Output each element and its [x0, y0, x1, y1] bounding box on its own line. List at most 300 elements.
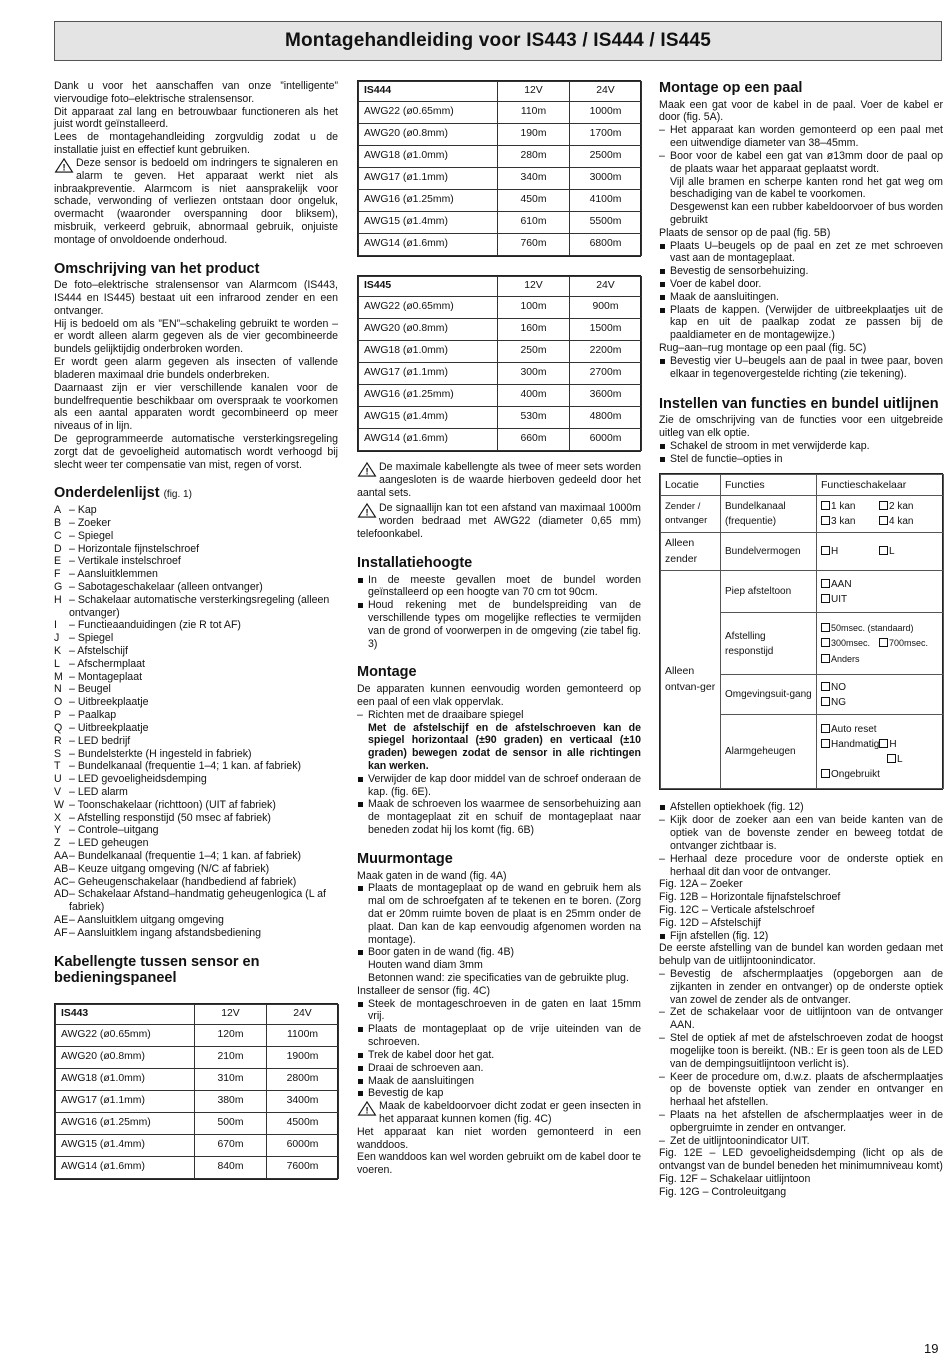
- list-item: Houd rekening met de bundelspreiding van de verschillende types om mogelijke reflecties te vermijden van de grond of voorwerpen in de omgeving (zie tabel fig. 3): [357, 599, 641, 650]
- list-item: [54, 850, 338, 863]
- cell-12v: 670m: [195, 1135, 267, 1157]
- func-alarmgeheugen: Alarmgeheugen: [721, 715, 817, 789]
- option: [879, 514, 913, 529]
- omschrijving-p1: De foto–elektrische stralensensor van Alarmcom (IS443, IS444 en IS445) bestaat uit een infrarood zender en een ontvanger.: [54, 279, 338, 317]
- table-row: [56, 1091, 339, 1113]
- part-key: P: [54, 709, 62, 722]
- table-row: [661, 533, 944, 571]
- list-item: [54, 645, 338, 658]
- installatiehoogte-heading: Installatiehoogte: [357, 554, 473, 571]
- header-locatie: Locatie: [661, 475, 721, 496]
- cable-table-is443: [55, 1004, 339, 1179]
- part-label: – Spiegel: [69, 529, 114, 542]
- cell-awg: AWG16 (ø1.25mm): [359, 190, 498, 212]
- table-header-model: IS443: [56, 1005, 195, 1025]
- table-row: [359, 277, 642, 297]
- table-row: [359, 82, 642, 102]
- paal-p1: Maak een gat voor de kabel in de paal. Voer de kabel er door (fig. 5A).: [659, 98, 943, 124]
- muurmontage-list-1: [357, 882, 641, 985]
- cell-24v: 7600m: [267, 1157, 339, 1179]
- part-label: – Zoeker: [69, 516, 111, 529]
- list-item: [54, 709, 338, 722]
- part-label: – Uitbreekplaatje: [69, 721, 149, 734]
- part-key: AA: [54, 850, 69, 863]
- part-key: J: [54, 632, 60, 645]
- list-item: [54, 658, 338, 671]
- part-label: – Paalkap: [69, 709, 117, 722]
- part-key: V: [54, 785, 62, 798]
- list-item: – Het apparaat kan worden gemonteerd op een paal met een uitwendige diameter van 38–45mm.: [659, 124, 943, 150]
- part-key: A: [54, 504, 62, 517]
- cell-24v: 6000m: [570, 429, 642, 451]
- list-item: Plaats de montageplaat op de vrije uiteinden van de schroeven.: [357, 1023, 641, 1049]
- list-item: – Kijk door de zoeker aan een van beide kanten van de optiek van de bovenste zender en beweeg totdat de ontvanger zichtbaar is.: [659, 814, 943, 852]
- cell-12v: 610m: [498, 212, 570, 234]
- table-header-12v: 12V: [498, 277, 570, 297]
- list-item: Schakel de stroom in met verwijderde kap.: [659, 440, 943, 453]
- checkbox-icon: [821, 516, 830, 525]
- loc-alleen-ontvanger: Alleen ontvan-ger: [661, 571, 721, 789]
- switch-bundelkanaal: [817, 496, 944, 533]
- table-row: [56, 1069, 339, 1091]
- checkbox-icon: [821, 623, 830, 632]
- option: [821, 695, 846, 710]
- checkbox-icon: [821, 697, 830, 706]
- part-label: – LED geheugen: [69, 837, 149, 850]
- list-item: [54, 568, 338, 581]
- omschrijving-p5: De geprogrammeerde automatische versterkingsregeling zorgt dat de gevoeligheid automatisch wordt verhoogd bij slecht weer ter compensatie van mist, regen of vorst.: [54, 432, 338, 471]
- table-row: [661, 571, 944, 613]
- table-header-model: IS444: [359, 82, 498, 102]
- cable-table-is445: [358, 276, 642, 451]
- list-item: [54, 863, 338, 876]
- option-label: H: [831, 545, 839, 557]
- cell-awg: AWG15 (ø1.4mm): [359, 407, 498, 429]
- option: [821, 722, 877, 737]
- list-item: Maak de schroeven los waarmee de sensorbehuizing aan de montageplaat zit en schuif de montageplaat naar beneden zodat hij los komt (fig. 6B): [357, 798, 641, 836]
- paal-dash-list: [659, 124, 943, 227]
- option: [821, 737, 879, 752]
- cell-awg: AWG17 (ø1.1mm): [359, 363, 498, 385]
- func-bundelkanaal: Bundelkanaal (frequentie): [721, 496, 817, 533]
- cell-awg: AWG14 (ø1.6mm): [359, 429, 498, 451]
- cell-24v: 6800m: [570, 234, 642, 256]
- cell-24v: 1900m: [267, 1047, 339, 1069]
- option-label: 700msec.: [889, 638, 929, 649]
- checkbox-icon: [821, 638, 830, 647]
- table-row: [359, 124, 642, 146]
- list-item: Stel de functie–opties in: [659, 453, 943, 466]
- part-key: X: [54, 811, 62, 824]
- part-label: – Schakelaar Afstand–handmatig geheugenlogica (L af fabriek): [69, 888, 326, 914]
- fig-12a: Fig. 12A – Zoeker: [659, 878, 743, 891]
- func-afstelling-responstijd: Afstelling responstijd: [721, 613, 817, 675]
- cell-24v: 2200m: [570, 341, 642, 363]
- cell-24v: 5500m: [570, 212, 642, 234]
- cell-awg: AWG14 (ø1.6mm): [359, 234, 498, 256]
- list-item: [54, 888, 338, 914]
- table-is444: [357, 80, 641, 257]
- table-row: [359, 146, 642, 168]
- list-item: Maak de aansluitingen: [357, 1075, 641, 1088]
- option: [821, 652, 860, 667]
- part-key: AF: [54, 926, 68, 939]
- table-row: [359, 190, 642, 212]
- list-item: [54, 876, 338, 889]
- checkbox-icon: [821, 739, 830, 748]
- switch-piep-afsteltoon: [817, 571, 944, 613]
- list-item: – Herhaal deze procedure voor de onderste optiek en herhaal dit dan voor de ontvanger.: [659, 853, 943, 879]
- list-item: [54, 914, 338, 927]
- cell-awg: AWG15 (ø1.4mm): [359, 212, 498, 234]
- option-label: L: [889, 545, 895, 557]
- part-key: G: [54, 580, 63, 593]
- instellen-list: [659, 440, 943, 466]
- instellen-heading: Instellen van functies en bundel uitlijnen: [659, 395, 939, 412]
- cell-awg: AWG15 (ø1.4mm): [56, 1135, 195, 1157]
- cell-12v: 530m: [498, 407, 570, 429]
- checkbox-icon: [821, 594, 830, 603]
- checkbox-icon: [821, 546, 830, 555]
- part-key: H: [54, 593, 62, 606]
- list-item-text: Boor voor de kabel een gat van ø13mm door de paal op de plaats waar het apparaat geplaatst wordt.: [670, 149, 943, 175]
- cell-12v: 250m: [498, 341, 570, 363]
- list-item: Voer de kabel door.: [659, 278, 943, 291]
- switch-omgevingsuitgang: [817, 675, 944, 715]
- part-key: AB: [54, 862, 69, 875]
- installatiehoogte-list: [357, 574, 641, 651]
- muurmontage-p2: Installeer de sensor (fig. 4C): [357, 984, 491, 997]
- checkbox-icon: [821, 579, 830, 588]
- option: [879, 737, 896, 752]
- option-label: AAN: [831, 578, 852, 590]
- checkbox-icon: [879, 516, 888, 525]
- switch-alarmgeheugen: [817, 715, 944, 789]
- option-label: UIT: [831, 593, 848, 605]
- checkbox-icon: [879, 739, 888, 748]
- part-label: – Schakelaar automatische versterkingsregeling (alleen ontvanger): [69, 593, 330, 619]
- list-item: [54, 799, 338, 812]
- part-label: – Aansluitklem ingang afstandsbediening: [69, 926, 262, 939]
- cell-awg: AWG20 (ø0.8mm): [56, 1047, 195, 1069]
- cell-24v: 3600m: [570, 385, 642, 407]
- part-key: W: [54, 798, 64, 811]
- warning-triangle-icon: [54, 158, 74, 173]
- list-item: [54, 683, 338, 696]
- table-row: [359, 234, 642, 256]
- montage-p1: De apparaten kunnen eenvoudig worden gemonteerd op een paal of een vlak oppervlak.: [357, 683, 641, 708]
- list-item: Plaats de kappen. (Verwijder de uitbreekplaatjes uit de kap en uit de paalkap zodat ze passen bij de paaldiameter en de montagewijze.): [659, 304, 943, 342]
- table-header-24v: 24V: [267, 1005, 339, 1025]
- cell-awg: AWG20 (ø0.8mm): [359, 319, 498, 341]
- cell-24v: 1700m: [570, 124, 642, 146]
- cell-24v: 3000m: [570, 168, 642, 190]
- checkbox-icon: [821, 501, 830, 510]
- afstellen-list-1: [659, 801, 943, 814]
- cell-12v: 450m: [498, 190, 570, 212]
- option-label: 2 kan: [889, 501, 914, 513]
- option-label: NO: [831, 681, 846, 693]
- list-item: [54, 517, 338, 530]
- option: [821, 577, 852, 592]
- list-item: [54, 619, 338, 632]
- cell-24v: 3400m: [267, 1091, 339, 1113]
- list-item: [54, 594, 338, 620]
- cell-awg: AWG16 (ø1.25mm): [56, 1113, 195, 1135]
- cell-12v: 840m: [195, 1157, 267, 1179]
- note-1: [357, 461, 641, 499]
- cell-12v: 310m: [195, 1069, 267, 1091]
- cell-awg: AWG18 (ø1.0mm): [359, 146, 498, 168]
- list-item: – Stel de optiek af met de afstelschroeven zodat de hoogst mogelijke toon is bereikt. (NB.: Er is geen toon als de LED van de dempingsuitlijntoon verlicht is).: [659, 1032, 943, 1070]
- cell-awg: AWG14 (ø1.6mm): [56, 1157, 195, 1179]
- option: [887, 752, 903, 767]
- part-key: E: [54, 555, 62, 568]
- onderdelen-title: Onderdelenlijst: [54, 485, 160, 502]
- cell-12v: 400m: [498, 385, 570, 407]
- table-header-12v: 12V: [498, 82, 570, 102]
- list-item: [54, 632, 338, 645]
- list-item: Bevestig vier U–beugels aan de paal in twee paar, boven elkaar in tegenovergestelde richting (zie tekening).: [659, 355, 943, 381]
- part-label: – Aansluitklem uitgang omgeving: [69, 914, 224, 927]
- column-middle: [357, 80, 641, 1177]
- option-label: H: [889, 738, 897, 750]
- table-row: [56, 1157, 339, 1179]
- cell-12v: 300m: [498, 363, 570, 385]
- list-item: [54, 927, 338, 940]
- part-key: R: [54, 734, 62, 747]
- table-header-model: IS445: [359, 277, 498, 297]
- table-row: [359, 168, 642, 190]
- onderdelen-heading: [54, 485, 338, 502]
- list-item: [54, 824, 338, 837]
- cell-12v: 160m: [498, 319, 570, 341]
- fig-12e: Fig. 12E – LED gevoeligheidsdemping (licht op als de ontvangst van de bundel beneden het minimumniveau komt): [659, 1147, 943, 1173]
- list-item: – Zet de uitlijntoonindicator UIT.: [659, 1135, 943, 1148]
- option-label: Ongebruikt: [831, 768, 880, 780]
- part-label: – Toonschakelaar (richttoon) (UIT af fabriek): [69, 798, 276, 811]
- part-key: M: [54, 670, 63, 683]
- list-item: Plaats U–beugels op de paal en zet ze met schroeven vast aan de montageplaat.: [659, 240, 943, 266]
- list-item: [54, 696, 338, 709]
- option: [821, 680, 846, 695]
- list-item: Fijn afstellen (fig. 12): [659, 930, 943, 943]
- cell-24v: 2700m: [570, 363, 642, 385]
- part-key: N: [54, 683, 62, 696]
- fig-12b: Fig. 12B – Horizontale fijnafstelschroef: [659, 891, 841, 904]
- paal-list-2: [659, 355, 943, 381]
- note-2: [357, 502, 641, 540]
- header-functieschakelaar: Functieschakelaar: [817, 475, 944, 496]
- part-key: AC: [54, 875, 69, 888]
- part-label: – Controle–uitgang: [69, 824, 159, 837]
- paal-list-1: [659, 240, 943, 343]
- cell-12v: 760m: [498, 234, 570, 256]
- list-item: Afstellen optiekhoek (fig. 12): [659, 801, 943, 814]
- list-item: Verwijder de kap door middel van de schroef onderaan de kap. (fig. 6E).: [357, 773, 641, 799]
- intro-p1: Dank u voor het aanschaffen van onze ”intelligente” viervoudige foto–elektrische stralensensor.: [54, 80, 338, 105]
- svg-text:!: !: [365, 466, 369, 477]
- note-1-text: De maximale kabellengte als twee of meer sets worden aangesloten is de waarde hierboven gedeeld door het aantal sets.: [357, 461, 641, 499]
- header-functies: Functies: [721, 475, 817, 496]
- cell-awg: AWG17 (ø1.1mm): [56, 1091, 195, 1113]
- table-header-12v: 12V: [195, 1005, 267, 1025]
- list-item: – Plaats na het afstellen de afschermplaatjes weer in de opbergruimte in zender en ontvanger.: [659, 1109, 943, 1135]
- part-key: O: [54, 696, 63, 709]
- list-item: – Richten met de draaibare spiegel: [357, 709, 641, 722]
- option: [821, 621, 914, 636]
- cell-24v: 2500m: [570, 146, 642, 168]
- afstellen-dash-list-2: [659, 968, 943, 1147]
- list-item: [54, 722, 338, 735]
- part-label: – LED gevoeligheidsdemping: [69, 773, 207, 786]
- table-is445: [357, 275, 641, 452]
- omschrijving-p4: Daarnaast zijn er vier verschillende kanalen voor de bundelfrequentie beschikbaar om overspraak te voorkomen als een aantal apparaten wordt gecombineerd op meer niveaus of in lijn.: [54, 381, 338, 433]
- cell-awg: AWG18 (ø1.0mm): [56, 1069, 195, 1091]
- cell-12v: 280m: [498, 146, 570, 168]
- option: [821, 767, 880, 782]
- switch-bundelvermogen: [817, 533, 944, 571]
- list-item: Draai de schroeven aan.: [357, 1062, 641, 1075]
- afstellen-list-2: [659, 930, 943, 943]
- cell-awg: AWG22 (ø0.65mm): [359, 297, 498, 319]
- list-item: – Zet de schakelaar voor de uitlijntoon van de ontvanger AAN.: [659, 1006, 943, 1032]
- table-is443: [54, 1003, 338, 1180]
- checkbox-icon: [821, 769, 830, 778]
- afstellen-dash-list-1: [659, 814, 943, 878]
- page-number: 19: [924, 1341, 939, 1356]
- option: [879, 636, 928, 651]
- svg-text:!: !: [365, 508, 369, 519]
- list-item: Maak de aansluitingen.: [659, 291, 943, 304]
- muurmontage-warning-text: Maak de kabeldoorvoer dicht zodat er geen insecten in het apparaat kunnen komen (fig. 4C): [379, 1100, 641, 1125]
- table-row: [56, 1005, 339, 1025]
- muurmontage-p1: Maak gaten in de wand (fig. 4A): [357, 869, 507, 882]
- montage-bold: Met de afstelschijf en de afstelschroeven kan de spiegel horizontaal (±90 graden) en verticaal (±10 graden) bewegen zodat de sensor in alle richtingen kan werken.: [368, 721, 641, 772]
- table-row: [359, 341, 642, 363]
- list-item-sub: Houten wand diam 3mm: [368, 959, 483, 972]
- cell-24v: 2800m: [267, 1069, 339, 1091]
- part-key: Y: [54, 824, 62, 837]
- table-row: [661, 475, 944, 496]
- cell-12v: 190m: [498, 124, 570, 146]
- note-2-text: De signaallijn kan tot een afstand van maximaal 1000m worden bedraad met AWG22 (diameter 0,65 mm) telefoonkabel.: [357, 502, 641, 541]
- list-item: [54, 735, 338, 748]
- montage-list: [357, 773, 641, 837]
- table-row: [56, 1113, 339, 1135]
- table-row: [359, 297, 642, 319]
- warning-triangle-icon: [357, 1101, 377, 1116]
- option-label: L: [897, 753, 903, 765]
- cell-awg: AWG18 (ø1.0mm): [359, 341, 498, 363]
- fig-12g: Fig. 12G – Controleuitgang: [659, 1185, 787, 1198]
- cell-12v: 110m: [498, 102, 570, 124]
- cell-12v: 660m: [498, 429, 570, 451]
- kabellengte-heading: Kabellengte tussen sensor en bedieningspaneel: [54, 953, 260, 987]
- list-item: [54, 581, 338, 594]
- cell-24v: 1500m: [570, 319, 642, 341]
- table-row: [359, 102, 642, 124]
- muurmontage-list-2: [357, 998, 641, 1101]
- option-label: Auto reset: [831, 723, 877, 735]
- part-key: Q: [54, 721, 63, 734]
- part-label: – Spiegel: [69, 632, 114, 645]
- page-title: Montagehandleiding voor IS443 / IS444 / IS445: [284, 29, 712, 51]
- cell-awg: AWG20 (ø0.8mm): [359, 124, 498, 146]
- part-label: – Sabotageschakelaar (alleen ontvanger): [69, 580, 263, 593]
- part-label: – Afschermplaat: [69, 657, 145, 670]
- cell-12v: 380m: [195, 1091, 267, 1113]
- list-item-text: Boor gaten in de wand (fig. 4B): [368, 946, 515, 959]
- table-header-24v: 24V: [570, 277, 642, 297]
- muurmontage-p4: Een wanddoos kan wel worden gebruikt om de kabel door te voeren.: [357, 1151, 641, 1177]
- part-label: – Bundelkanaal (frequentie 1–4; 1 kan. af fabriek): [69, 760, 302, 773]
- list-item: – Keer de procedure om, d.w.z. plaats de afschermplaatjes op de bovenste optiek van zender en ontvanger en herhaal het afstellen.: [659, 1071, 943, 1109]
- option: [821, 514, 879, 529]
- option-label: Handmatig: [831, 738, 880, 750]
- list-item: Bevestig de kap: [357, 1087, 641, 1100]
- montage-dash-list: [357, 709, 641, 722]
- part-label: – Functieaanduidingen (zie R tot AF): [69, 619, 241, 632]
- list-item: [54, 812, 338, 825]
- cell-12v: 120m: [195, 1025, 267, 1047]
- fig-12c: Fig. 12C – Verticale afstelschroef: [659, 903, 815, 916]
- option-label: NG: [831, 696, 846, 708]
- cell-awg: AWG22 (ø0.65mm): [56, 1025, 195, 1047]
- warning-triangle-icon: [357, 462, 377, 477]
- cell-24v: 1100m: [267, 1025, 339, 1047]
- part-label: – Bundelsterkte (H ingesteld in fabriek): [69, 747, 252, 760]
- paal-p2: Plaats de sensor op de paal (fig. 5B): [659, 226, 831, 239]
- muurmontage-heading: Muurmontage: [357, 850, 453, 867]
- list-item: Bevestig de sensorbehuizing.: [659, 265, 943, 278]
- table-row: [661, 496, 944, 533]
- switch-afstelling-responstijd: [817, 613, 944, 675]
- cell-12v: 500m: [195, 1113, 267, 1135]
- part-label: – Horizontale fijnstelschroef: [69, 542, 200, 555]
- option: [821, 499, 879, 514]
- func-omgevingsuitgang: Omgevingsuit-gang: [721, 675, 817, 715]
- option-label: 3 kan: [831, 516, 856, 528]
- list-item: [54, 504, 338, 517]
- cable-table-is444: [358, 81, 642, 256]
- func-piep-afsteltoon: Piep afsteltoon: [721, 571, 817, 613]
- cell-12v: 210m: [195, 1047, 267, 1069]
- list-item: Trek de kabel door het gat.: [357, 1049, 641, 1062]
- part-label: – Afstelling responstijd (50 msec af fabriek): [69, 811, 271, 824]
- column-left: [54, 80, 338, 1180]
- list-item: [54, 748, 338, 761]
- table-row: [56, 1025, 339, 1047]
- checkbox-icon: [879, 501, 888, 510]
- omschrijving-p2: Hij is bedoeld om als ”EN”–schakeling gebruikt te worden – er wordt alleen alarm gegeven als de vier gecombineerde bundels gelijktijdig onderbroken worden.: [54, 317, 338, 356]
- montage-heading: Montage: [357, 664, 417, 681]
- part-key: AE: [54, 914, 69, 927]
- cell-24v: 6000m: [267, 1135, 339, 1157]
- option: [879, 546, 895, 558]
- intro-warning-text: Deze sensor is bedoeld om indringers te signaleren en alarm te geven. Het apparaat werkt niet als inbraakpreventie. Alarmcom is niet aansprakelijk voor schade, verwonding of verliezen ontstaan door ongeluk, overmacht (waaronder overspanning door bliksem), misbruik, verkeerd gebruik, abnormaal gebruik, onjuiste montage of onvoldoende onderhoud.: [54, 156, 338, 246]
- checkbox-icon: [879, 546, 888, 555]
- title-bar: [54, 21, 942, 61]
- intro-p3: Lees de montagehandleiding zorgvuldig zodat u de installatie juist en effectief kunt gebruiken.: [54, 131, 338, 157]
- list-item: [357, 946, 641, 984]
- option-label: 1 kan: [831, 501, 856, 513]
- func-bundelvermogen: Bundelvermogen: [721, 533, 817, 571]
- list-item-sub: Vijl alle bramen en scherpe kanten rond het gat weg om beschadiging van de kabel te voorkomen.: [670, 175, 943, 201]
- option: [821, 636, 879, 651]
- warning-triangle-icon: [357, 503, 377, 518]
- part-key: C: [54, 529, 62, 542]
